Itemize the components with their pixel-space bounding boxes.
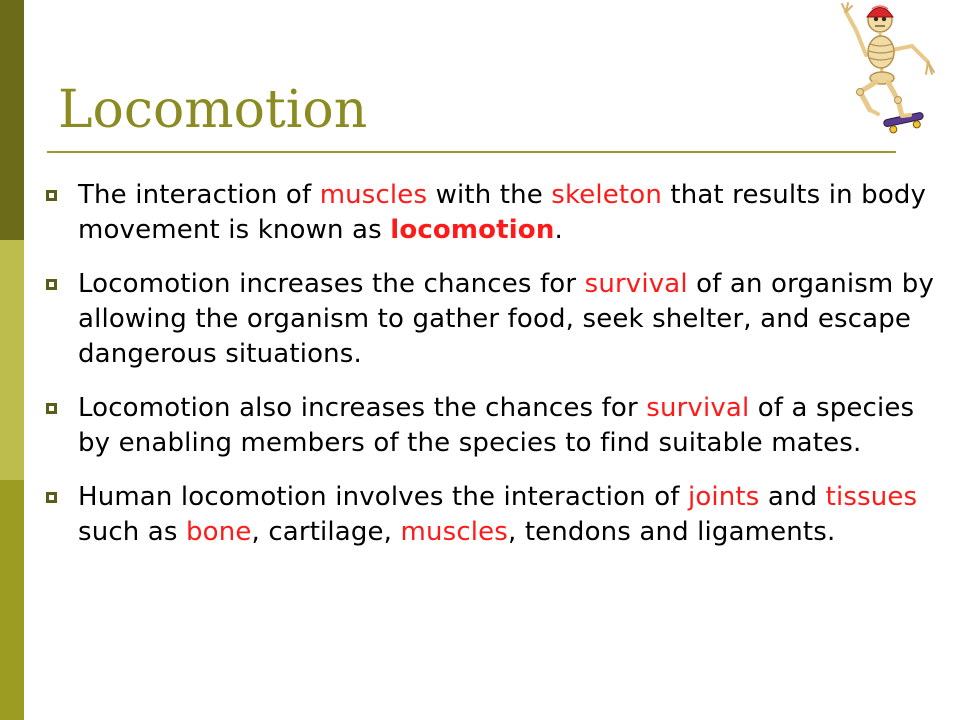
- text-run: and: [759, 482, 826, 512]
- bullet-item: [42, 480, 947, 550]
- bullet-text: [78, 180, 926, 245]
- sidebar-segment-top: [0, 0, 24, 240]
- text-run: Locomotion increases the chances for: [78, 269, 585, 299]
- text-run: , cartilage,: [251, 517, 401, 547]
- bullet-text: [78, 269, 934, 369]
- bullet-item: [42, 267, 947, 372]
- highlighted-term: skeleton: [551, 180, 662, 210]
- text-run: The interaction of: [78, 180, 320, 210]
- skeleton-skateboard-icon: [826, 0, 948, 142]
- text-run: that results in body movement is known as: [78, 180, 927, 245]
- highlighted-term: locomotion: [390, 215, 555, 245]
- text-run: Human locomotion involves the interaction of: [78, 482, 688, 512]
- square-bullet-icon: [46, 279, 57, 290]
- text-run: , tendons and ligaments.: [507, 517, 836, 547]
- square-bullet-icon: [46, 492, 57, 503]
- sidebar-segment-bottom: [0, 480, 24, 720]
- bullet-item: [42, 178, 947, 248]
- text-run: of a species by enabling members of the species to find suitable mates.: [78, 393, 915, 458]
- sidebar-accent-bar: [0, 0, 24, 720]
- bullet-list: [42, 178, 947, 569]
- highlighted-term: survival: [646, 393, 750, 423]
- highlighted-term: muscles: [319, 180, 428, 210]
- bullet-text: [78, 393, 914, 458]
- text-run: of an organism by allowing the organism to gather food, seek shelter, and escape dangerous situations.: [78, 269, 934, 369]
- square-bullet-icon: [46, 190, 57, 201]
- square-bullet-icon: [46, 403, 57, 414]
- text-run: .: [554, 215, 563, 245]
- highlighted-term: muscles: [400, 517, 508, 547]
- title-underline: [47, 151, 896, 153]
- page-title: Locomotion: [58, 80, 368, 140]
- highlighted-term: survival: [584, 269, 688, 299]
- sidebar-segment-middle: [0, 240, 24, 480]
- bullet-text: [78, 482, 917, 547]
- text-run: Locomotion also increases the chances for: [78, 393, 647, 423]
- highlighted-term: tissues: [825, 482, 918, 512]
- highlighted-term: bone: [186, 517, 252, 547]
- bullet-item: [42, 391, 947, 461]
- text-run: with the: [427, 180, 552, 210]
- highlighted-term: joints: [687, 482, 760, 512]
- text-run: such as: [78, 517, 187, 547]
